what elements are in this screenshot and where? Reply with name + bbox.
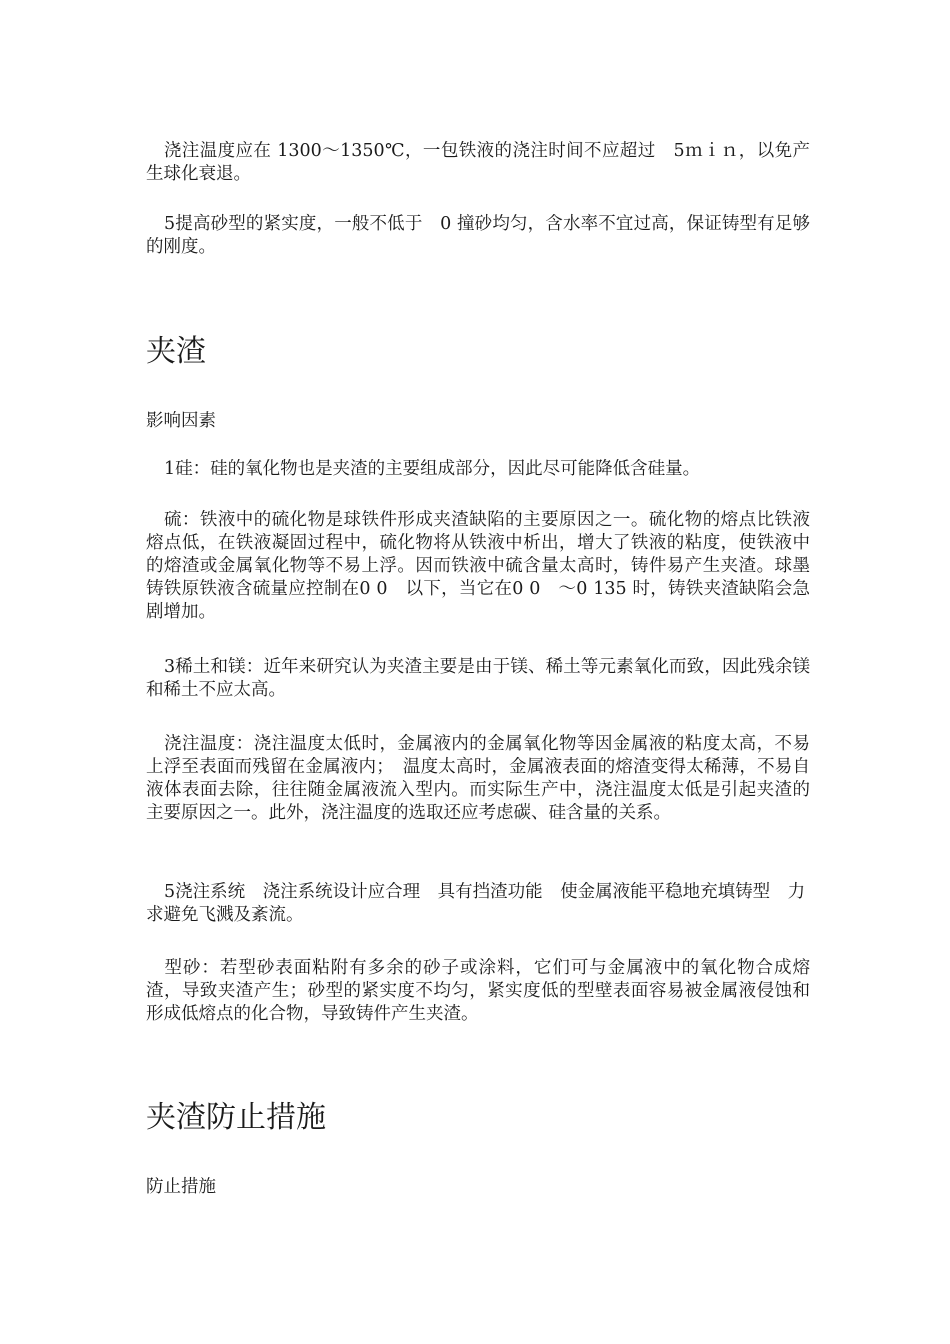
paragraph-silicon: 1硅：硅的氧化物也是夹渣的主要组成部分，因此尽可能降低含硅量。 — [164, 459, 701, 479]
paragraph-sand-compaction: 5提高砂型的紧实度，一般不低于 0 撞砂均匀，含水率不宜过高，保证铸型有足够的刚度。 — [146, 214, 810, 257]
paragraph-molding-sand: 型砂：若型砂表面粘附有多余的砂子或涂料，它们可与金属液中的氧化物合成熔渣，导致夹渣产生；砂型的紧实度不均匀，紧实度低的型壁表面容易被金属液侵蚀和形成低熔点的化合物，导致铸件产生夹渣。 — [146, 958, 810, 1024]
subheading-prevention-measures: 防止措施 — [146, 1177, 216, 1197]
heading-slag-inclusion: 夹渣 — [146, 334, 206, 369]
paragraph-sulfur: 硫：铁液中的硫化物是球铁件形成夹渣缺陷的主要原因之一。硫化物的熔点比铁液熔点低，在铁液凝固过程中，硫化物将从铁液中析出，增大了铁液的粘度，使铁液中的熔渣或金属氧化物等不易上浮。因而铁液中硫含量太高时，铸件易产生夹渣。球墨铸铁原铁液含硫量应控制在0 0 以下，当它在0 0 ～0 135 时，铸铁夹渣缺陷会急剧增加。 — [146, 510, 810, 622]
paragraph-pouring-temperature: 浇注温度应在 1300～1350℃，一包铁液的浇注时间不应超过 5ｍｉｎ，以免产生球化衰退。 — [146, 141, 810, 184]
paragraph-pouring-temperature-effect: 浇注温度：浇注温度太低时，金属液内的金属氧化物等因金属液的粘度太高，不易上浮至表面而残留在金属液内； 温度太高时，金属液表面的熔渣变得太稀薄，不易自液体表面去除，往往随金属液流入型内。而实际生产中，浇注温度太低是引起夹渣的主要原因之一。此外，浇注温度的选取还应考虑碳、硅含量的关系。 — [146, 734, 810, 823]
heading-slag-prevention: 夹渣防止措施 — [146, 1100, 326, 1135]
paragraph-rare-earth-magnesium: 3稀土和镁：近年来研究认为夹渣主要是由于镁、稀土等元素氧化而致，因此残余镁和稀土不应太高。 — [146, 657, 810, 700]
subheading-influencing-factors: 影响因素 — [146, 411, 216, 431]
paragraph-gating-system: 5浇注系统 浇注系统设计应合理 具有挡渣功能 使金属液能平稳地充填铸型 力求避免飞溅及紊流。 — [146, 882, 806, 925]
